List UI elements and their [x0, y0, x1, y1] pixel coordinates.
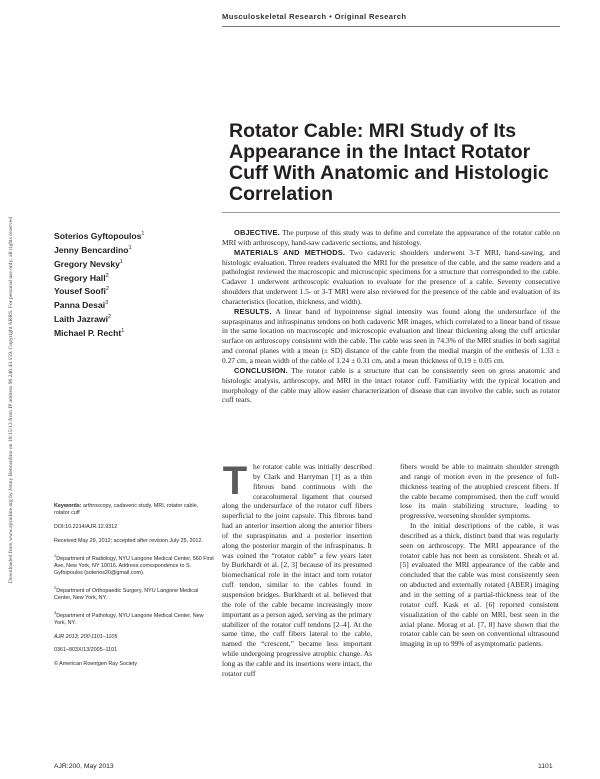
author	[54, 270, 214, 284]
author-name: Panna Desai	[54, 300, 106, 311]
author	[54, 297, 214, 311]
body-paragraph: In the initial descriptions of the cable, it was described as a thick, distinct band that was regularly seen on arthroscopy. The MRI appearance of the rotator cable has not been as consistent. Sheah et al. [5] evaluated the MRI appearance of the cable and concluded that the cable was most consistently seen on abducted and externally rotated (ABER) imaging and in the setting of a partial-thickness tear of the rotator cuff. Kask et al. [6] reported consistent visualization of the cable on MRI, best seen in the axial plane. Morag et al. [7, 8] have shown that the rotator cable can be seen on conventional ultrasound imaging in up to 99% of asymptomatic patients.	[400, 521, 559, 649]
body-paragraph: fibers would be able to maintain shoulder strength and range of motion even in the presence of full-thickness tearing of the atrophied crescent fibers. If the cable became compromised, then the cuff would lose its main stabilizing structure, leading to progressive, worsening shoulder symptoms.	[400, 462, 559, 521]
author	[54, 228, 214, 242]
author-affil: 2	[107, 314, 112, 321]
body-column-2	[400, 462, 559, 649]
author-name: Jenny Bencardino	[54, 244, 129, 255]
author-name: Gregory Hall	[54, 272, 106, 283]
author	[54, 256, 214, 270]
body-paragraph	[222, 459, 372, 679]
author	[54, 311, 214, 325]
download-notice-text: Downloaded from www.ajronline.org by Jenny Bencardino on 10/15/13 from IP address 96.246.43.159. Copyright ARRS. For personal use only; all rights reserved	[8, 216, 14, 584]
keywords-text: arthroscopy, cadaveric study, MRI, rotator cable, rotator cuff	[54, 503, 199, 517]
keywords-label: Keywords:	[54, 503, 82, 509]
keywords	[54, 503, 214, 518]
affiliation-2-text: Department of Orthopaedic Surgery, NYU Langone Medical Center, New York, NY.	[54, 587, 199, 602]
body-text: he rotator cable was initially described by Clark and Harryman [1] as a thin fibrous band continuous with the coracohumeral ligament that coursed along the undersurface of the rotator cuff fibers superficial to the joint capsule. This fibrous band had an anterior insertion along the anterior fibers of the supraspinatus and a posterior insertion along the posterior margin of the infraspinatus. It was coined the “rotator cable” a few years later by Burkhardt et al. [2, 3] because of its presumed biomechanical role in the intact and torn rotator cuff tendon, similar to the cables found in suspension bridges. Burkhardt et al. believed that the role of the cable became increasingly more important as a person aged, serving as the primary stabilizer of the rotator cuff tendons [2–4]. At the same time, the cuff fibers lateral to the cable, named the “crescent,” became less important while undergoing progressive atrophic change. As long as the cable and its insertions were intact, the rotator cuff	[222, 462, 372, 678]
author-name: Gregory Nevsky	[54, 258, 120, 269]
author	[54, 325, 214, 339]
abstract	[222, 228, 560, 405]
author-affil: 1	[121, 328, 125, 335]
objective-label: OBJECTIVE.	[234, 228, 280, 237]
author	[54, 283, 214, 297]
affiliation-3-text: Department of Pathology, NYU Langone Medical Center, New York, NY.	[54, 612, 204, 626]
author-name: Yousef Soofi	[54, 286, 106, 297]
affiliation-1	[54, 552, 214, 578]
body-column-1	[222, 459, 372, 679]
results-text: A linear band of hypointense signal intensity was found along the undersurface of the supraspinatus and infraspinatus tendons on both cadaveric MR images, which correlated to a linear band of tissue in the same location on macroscopic and microscopic evaluation and linear thickening along the cuff articular surface on arthroscopy consistent with the cable. The cable was seen in 74.3% of the MRI studies in both sagittal and coronal planes with a mean (± SD) distance of the cable from the medial margin of the enthesis of 1.33 ± 0.27 cm, a mean width of the cable of 1.24 ± 0.31 cm, and a mean thickness of 0.19 ± 0.05 cm.	[222, 306, 560, 365]
affil-marker: 3	[54, 609, 57, 615]
author-list	[54, 228, 214, 339]
conclusion-label: CONCLUSION.	[234, 365, 288, 375]
affiliation-1-text: Department of Radiology, NYU Langone Medical Center, 560 First Ave, New York, NY 10016. Address correspondence to S. Gyftopoulos (soterios20@gmail.com).	[54, 555, 214, 577]
objective-text: The purpose of this study was to define and correlate the appearance of the rotator cable on MRI with arthroscopy, hand-saw cadaveric sections, and histology.	[222, 228, 560, 247]
drop-cap: T	[222, 459, 248, 503]
author-affil: 1	[119, 258, 123, 265]
author	[54, 242, 214, 256]
conclusion-text: The rotator cable is a structure that can be consistently seen on gross anatomic and histologic analysis, arthroscopy, and MRI in the intact rotator cuff. Familiarity with the typical location and morphology of the cable may allow easier characterization of disease that can involve the cable, such as rotator cuff tears.	[222, 365, 560, 405]
footer-journal: AJR:200, May 2013	[54, 763, 114, 770]
author-affil: 3	[105, 300, 109, 307]
results-label: RESULTS.	[234, 306, 272, 316]
author-affil: 2	[105, 286, 109, 293]
affil-marker: 2	[54, 584, 57, 590]
received-dates: Received May 29, 2012; accepted after revision July 25, 2012.	[54, 537, 203, 544]
affiliation-3	[54, 609, 214, 628]
title-rule	[222, 212, 560, 213]
doi: DOI:10.2214/AJR.12.9312	[54, 524, 118, 531]
author-affil: 1	[128, 244, 132, 251]
abstract-methods	[222, 248, 560, 307]
article-title: Rotator Cable: MRI Study of Its Appearance in the Intact Rotator Cuff With Anatomic and Histologic Correlation	[229, 120, 549, 205]
citation-text: AJR 2013; 200:1101–1105	[54, 633, 118, 640]
methods-label: MATERIALS AND METHODS.	[234, 247, 346, 257]
abstract-objective	[222, 228, 560, 248]
methods-text: Two cadaveric shoulders underwent 3-T MRI, hand-sawing, and histologic evaluation. Three readers evaluated the MRI for the presence of the cable, and the same readers and a pathologist reviewed the macroscopic and microscopic specimens for a structure that corresponded to the cable. Cadaver 1 underwent arthroscopic evaluation to evaluate for the presence of a cable. Seventy consecutive shoulders that underwent 1.5- or 3-T MRI were also reviewed for the presence of the cable and evaluation of its characteristics (location, thickness, and width).	[222, 247, 561, 306]
page-number: 1101	[538, 763, 553, 770]
affiliation-2	[54, 584, 214, 603]
issn: 0361–803X/13/2005–1101	[54, 647, 118, 654]
author-affil: 1	[141, 231, 145, 237]
download-notice	[1, 120, 15, 680]
affil-marker: 1	[54, 552, 57, 558]
article-metadata	[54, 503, 214, 675]
abstract-results	[222, 307, 560, 366]
citation	[54, 634, 214, 641]
header-rule	[222, 26, 560, 27]
author-name: Michael P. Recht	[54, 327, 122, 338]
author-name: Laith Jazrawi	[54, 314, 108, 325]
author-name: Soterios Gyftopoulos	[54, 230, 142, 241]
abstract-conclusion	[222, 366, 560, 405]
copyright: © American Roentgen Ray Society	[54, 661, 138, 668]
section-label: Musculoskeletal Research • Original Research	[222, 12, 407, 21]
author-affil: 2	[105, 272, 109, 279]
